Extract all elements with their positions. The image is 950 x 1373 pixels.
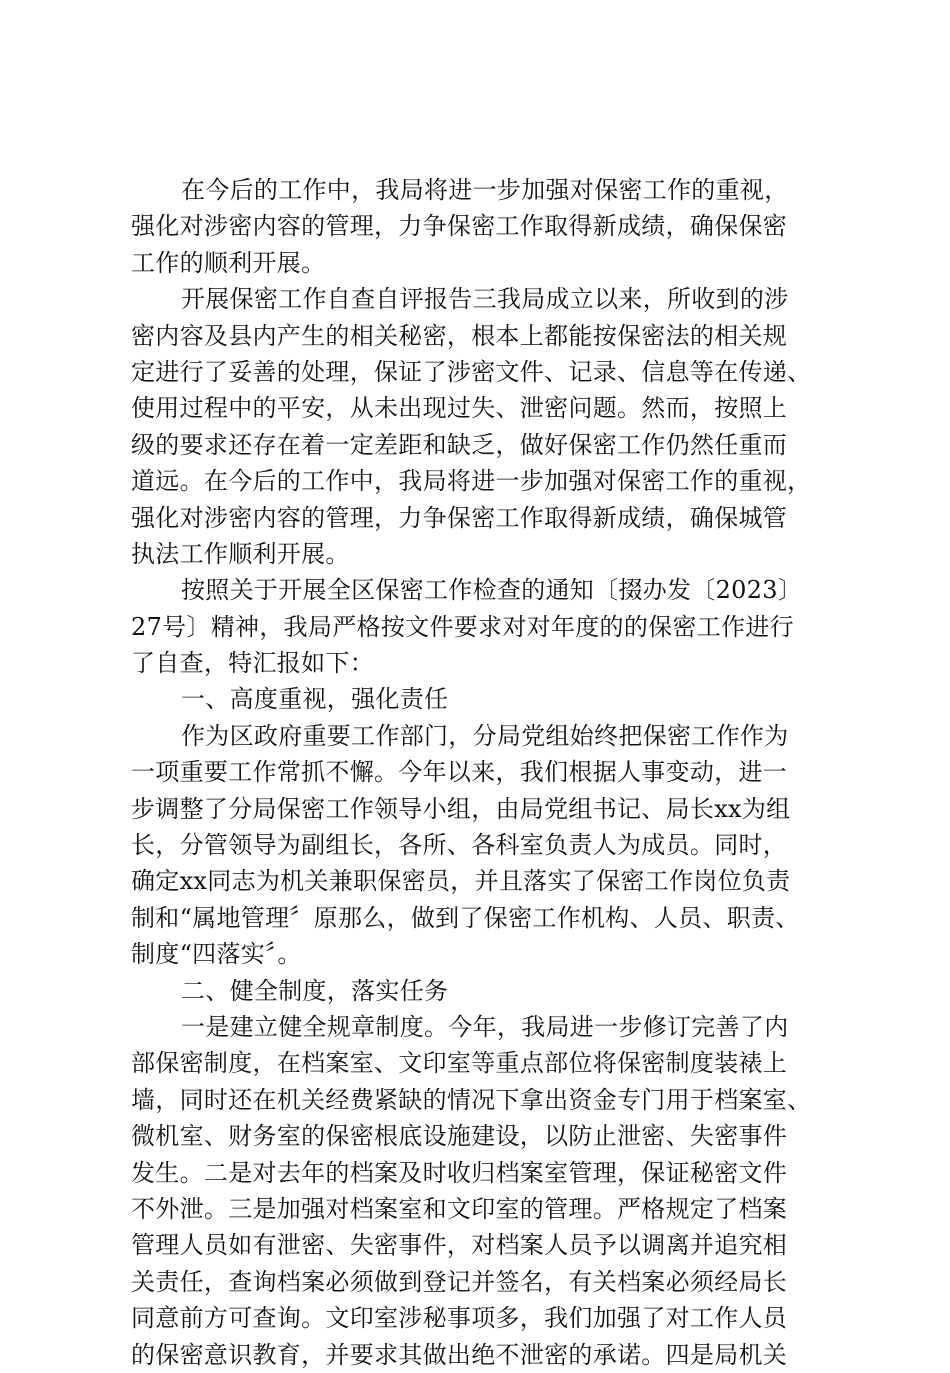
text-line: 部保密制度，在档案室、文印室等重点部位将保密制度装裱上 bbox=[131, 1049, 788, 1078]
text-line: 微机室、财务室的保密根底设施建设，以防止泄密、失密事件 bbox=[131, 1122, 788, 1151]
text-line: 墙，同时还在机关经费紧缺的情况下拿出资金专门用于档案室、 bbox=[131, 1085, 812, 1114]
text-line: 按照关于开展全区保密工作检查的通知〔掇办发〔2023〕 bbox=[181, 576, 803, 605]
text-line: 同意前方可查询。文印室涉秘事项多，我们加强了对工作人员 bbox=[131, 1304, 788, 1333]
text-line: 发生。二是对去年的档案及时收归档案室管理，保证秘密文件 bbox=[131, 1158, 788, 1187]
text-line: 开展保密工作自查自评报告三我局成立以来，所收到的涉 bbox=[181, 285, 789, 314]
text-line: 的保密意识教育，并要求其做出绝不泄密的承诺。四是局机关 bbox=[131, 1340, 788, 1369]
text-line: 级的要求还存在着一定差距和缺乏，做好保密工作仍然任重而 bbox=[131, 430, 788, 459]
text-line: 道远。在今后的工作中，我局将进一步加强对保密工作的重视， bbox=[131, 467, 812, 496]
text-line: 一是建立健全规章制度。今年，我局进一步修订完善了内 bbox=[181, 1012, 789, 1041]
text-line: 制度“四落实〞。 bbox=[131, 940, 302, 969]
text-line: 在今后的工作中，我局将进一步加强对保密工作的重视， bbox=[181, 176, 789, 204]
document-page bbox=[131, 172, 841, 1373]
text-line: 作为区政府重要工作部门，分局党组始终把保密工作作为 bbox=[181, 721, 789, 750]
text-line: 强化对涉密内容的管理，力争保密工作取得新成绩，确保保密 bbox=[131, 212, 788, 241]
text-line: 一、高度重视，强化责任 bbox=[181, 685, 449, 714]
text-line: 二、健全制度，落实任务 bbox=[181, 976, 449, 1005]
text-line: 不外泄。三是加强对档案室和文印室的管理。严格规定了档案 bbox=[131, 1194, 788, 1223]
text-line: 定进行了妥善的处理，保证了涉密文件、记录、信息等在传递、 bbox=[131, 357, 812, 386]
text-line: 27号〕精神，我局严格按文件要求对对年度的的保密工作进行 bbox=[131, 612, 794, 641]
text-line: 管理人员如有泄密、失密事件，对档案人员予以调离并追究相 bbox=[131, 1231, 788, 1260]
text-line: 长，分管领导为副组长，各所、各科室负责人为成员。同时， bbox=[131, 831, 788, 860]
text-line: 密内容及县内产生的相关秘密，根本上都能按保密法的相关规 bbox=[131, 321, 788, 350]
text-line: 执法工作顺利开展。 bbox=[131, 539, 350, 568]
text-line: 一项重要工作常抓不懈。今年以来，我们根据人事变动，进一 bbox=[131, 758, 788, 787]
text-line: 关责任，查询档案必须做到登记并签名，有关档案必须经局长 bbox=[131, 1267, 788, 1296]
text-line: 使用过程中的平安，从未出现过失、泄密问题。然而，按照上 bbox=[131, 394, 788, 423]
text-line: 确定xx同志为机关兼职保密员，并且落实了保密工作岗位负责 bbox=[131, 867, 791, 896]
text-line: 强化对涉密内容的管理，力争保密工作取得新成绩，确保城管 bbox=[131, 503, 788, 532]
text-line: 了自查，特汇报如下： bbox=[131, 649, 374, 678]
text-line: 工作的顺利开展。 bbox=[131, 248, 326, 277]
text-line: 步调整了分局保密工作领导小组，由局党组书记、局长xx为组 bbox=[131, 794, 791, 823]
text-line: 制和“属地管理〞原那么，做到了保密工作机构、人员、职责、 bbox=[131, 903, 800, 932]
